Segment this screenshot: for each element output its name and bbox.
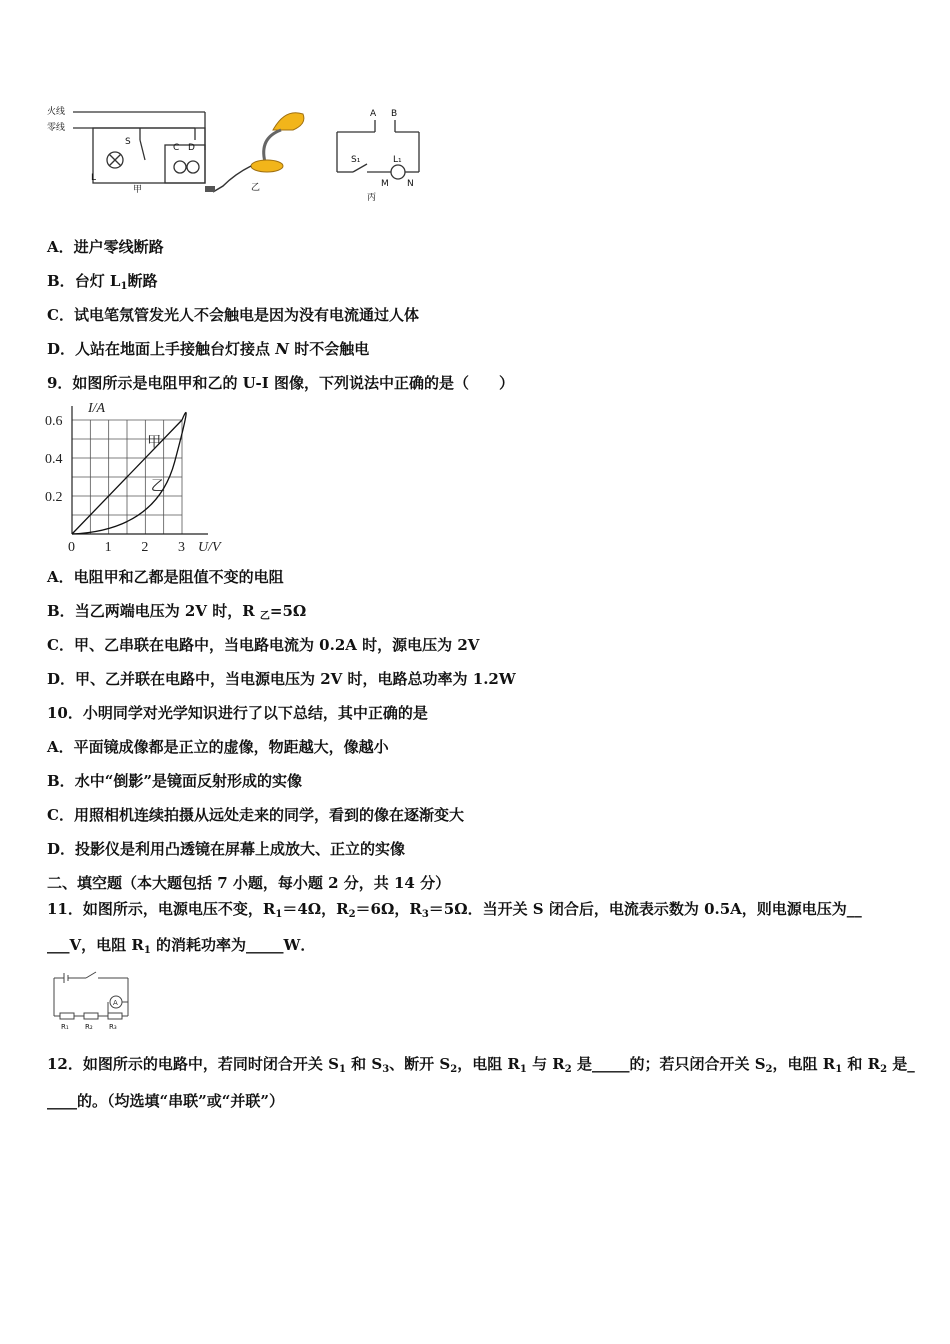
circuit-figure-top	[45, 100, 435, 210]
label-S: S	[125, 137, 131, 147]
q10-option-a: A．平面镜成像都是正立的虚像，物距越大，像越小	[47, 738, 389, 756]
x-tick-label: 1	[104, 540, 112, 555]
label-N: N	[407, 179, 414, 189]
y-tick-label: 0.4	[45, 452, 63, 467]
y-tick-label: 0.2	[45, 490, 63, 505]
q12-line1: 12．如图所示的电路中，若同时闭合开关 $S_1$ 和 $S_3$、断开 $S_2$，电阻 $R_1$ 与 $R_2$ 是_____的；若只闭合开关 $S_2$，电阻 $R_1$ 和 $R_2$ 是_	[47, 1055, 915, 1075]
q8-option-d: D．人站在地面上手接触台灯接点 N 时不会触电	[47, 340, 370, 358]
q10-stem: 10．小明同学对光学知识进行了以下总结，其中正确的是	[47, 704, 428, 722]
q11-circuit-figure	[48, 966, 138, 1036]
x-tick-label: 0	[68, 540, 75, 555]
q8-option-c: C．试电笔氖管发光人不会触电是因为没有电流通过人体	[47, 306, 419, 324]
y-axis-label: I/A	[88, 401, 106, 416]
q11-line2: ___V，电阻 $R_1$ 的消耗功率为_____W．	[47, 936, 316, 956]
y-tick-label: 0.6	[45, 414, 63, 429]
q10-option-b: B．水中“倒影”是镜面反射形成的实像	[47, 772, 302, 790]
q9-option-b: B．当乙两端电压为 2V 时，R $_乙$=5Ω	[47, 602, 307, 622]
q10-option-d: D．投影仪是利用凸透镜在屏幕上成放大、正立的实像	[47, 840, 406, 858]
q8-option-a: A．进户零线断路	[47, 238, 164, 256]
q9-option-a: A．电阻甲和乙都是阻值不变的电阻	[47, 568, 284, 586]
x-axis-label: U/V	[198, 540, 221, 555]
label-bing: 丙	[367, 193, 377, 203]
series-label-yi: 乙	[150, 479, 165, 495]
q11-r2-label: R₂	[85, 1023, 93, 1031]
label-B: B	[391, 109, 398, 119]
label-live-wire: 火线	[47, 107, 66, 117]
q12-line2: ____的。（均选填“串联”或“并联”）	[47, 1092, 285, 1110]
desk-lamp-icon	[205, 113, 304, 192]
label-M: M	[381, 179, 389, 189]
q8-option-b: B．台灯 $L_1$断路	[47, 272, 158, 292]
x-tick-label: 3	[178, 540, 185, 555]
q9-option-d: D．甲、乙并联在电路中，当电源电压为 2V 时，电路总功率为 1.2W	[47, 670, 516, 688]
label-S1: S₁	[351, 155, 361, 165]
q11-line1: 11．如图所示，电源电压不变，$R_1=4\Omega$，$R_2=6\Omega$，$R_3=5\Omega$．当开关 S 闭合后，电流表示数为 0.5A，则电源电压为__	[47, 900, 862, 920]
label-A: A	[370, 109, 377, 119]
q9-option-c: C．甲、乙串联在电路中，当电路电流为 0.2A 时，源电压为 2V	[47, 636, 480, 654]
series-label-jia: 甲	[147, 435, 162, 451]
label-L: L	[91, 173, 97, 183]
label-yi: 乙	[251, 183, 261, 193]
ui-graph	[44, 398, 234, 556]
section-title: 二、填空题（本大题包括 7 小题，每小题 2 分，共 14 分）	[47, 874, 451, 892]
q9-stem: 9．如图所示是电阻甲和乙的 U-I 图像，下列说法中正确的是（ ）	[47, 374, 514, 392]
label-C: C	[173, 143, 180, 153]
label-neutral-wire: 零线	[47, 123, 66, 133]
x-tick-label: 2	[141, 540, 149, 555]
label-D: D	[188, 143, 195, 153]
label-jia: 甲	[133, 185, 143, 195]
ammeter-label: A	[113, 999, 118, 1007]
label-L1: L₁	[393, 155, 402, 165]
q11-r1-label: R₁	[61, 1023, 69, 1031]
q10-option-c: C．用照相机连续拍摄从远处走来的同学，看到的像在逐渐变大	[47, 806, 464, 824]
q11-r3-label: R₃	[109, 1023, 117, 1031]
